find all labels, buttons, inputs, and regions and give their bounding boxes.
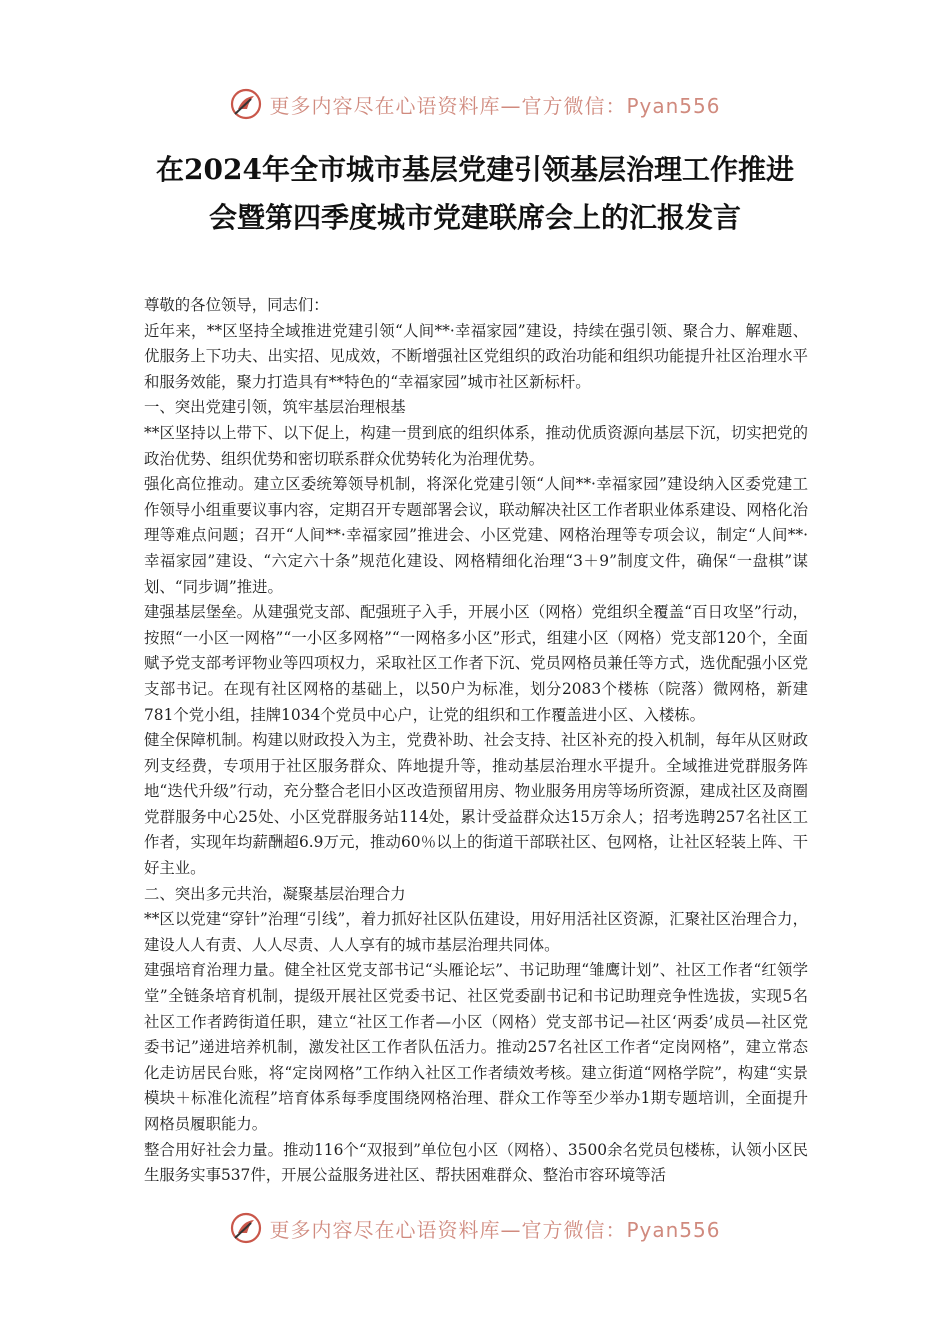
watermark-text: 更多内容尽在心语资料库—官方微信：Pyan556	[269, 93, 721, 118]
salutation: 尊敬的各位领导，同志们：	[144, 296, 329, 314]
document-body	[144, 293, 808, 1189]
watermark-text: 更多内容尽在心语资料库—官方微信：Pyan556	[269, 1217, 721, 1242]
page-title	[60, 146, 890, 242]
paragraph: 整合用好社会力量。推动116个“双报到”单位包小区（网格）、3500余名党员包楼栋，认领小区民生服务实事537件，开展公益服务进社区、帮扶困难群众、整治市容环境等活	[144, 1140, 808, 1185]
logo-icon	[229, 1211, 263, 1245]
title-line-2: 会暨第四季度城市党建联席会上的汇报发言	[208, 201, 741, 234]
paragraph: 建强基层堡垒。从建强党支部、配强班子入手，开展小区（网格）党组织全覆盖“百日攻坚”行动，按照“一小区一网格”“一小区多网格”“一网格多小区”形式，组建小区（网格）党支部120个，全面赋予党支部考评物业等四项权力，采取社区工作者下沉、党员网格员兼任等方式，选优配强小区党支部书记。在现有社区网格的基础上，以50户为标准，划分2083个楼栋（院落）微网格，新建781个党小组，挂牌1034个党员中心户，让党的组织和工作覆盖进小区、入楼栋。	[144, 603, 808, 724]
watermark-banner-bottom	[0, 1208, 950, 1248]
paragraph: 近年来，**区坚持全域推进党建引领“人间**·幸福家园”建设，持续在强引领、聚合力、解难题、优服务上下功夫、出实招、见成效，不断增强社区党组织的政治功能和组织功能提升社区治理水平和服务效能，聚力打造具有**特色的“幸福家园”城市社区新标杆。	[144, 321, 808, 391]
paragraph: 强化高位推动。建立区委统筹领导机制，将深化党建引领“人间**·幸福家园”建设纳入区委党建工作领导小组重要议事内容，定期召开专题部署会议，联动解决社区工作者职业体系建设、网格化治理等难点问题；召开“人间**·幸福家园”推进会、小区党建、网格治理等专项会议，制定“人间**·幸福家园”建设、“六定六十条”规范化建设、网格精细化治理“3＋9”制度文件，确保“一盘棋”谋划、“同步调”推进。	[144, 475, 808, 596]
paragraph: 健全保障机制。构建以财政投入为主，党费补助、社会支持、社区补充的投入机制，每年从区财政列支经费，专项用于社区服务群众、阵地提升等，推动基层治理水平提升。全域推进党群服务阵地“迭代升级”行动，充分整合老旧小区改造预留用房、物业服务用房等场所资源，建成社区及商圈党群服务中心25处、小区党群服务站114处，累计受益群众达15万余人；招考选聘257名社区工作者，实现年均薪酬超6.9万元，推动60％以上的街道干部联社区、包网格，让社区轻装上阵、干好主业。	[144, 731, 808, 878]
watermark-banner-top	[0, 84, 950, 124]
section-heading: 二、突出多元共治，凝聚基层治理合力	[144, 884, 406, 903]
paragraph: **区以党建“穿针”治理“引线”，着力抓好社区队伍建设，用好用活社区资源，汇聚社区治理合力，建设人人有责、人人尽责、人人享有的城市基层治理共同体。	[144, 910, 808, 954]
paragraph: **区坚持以上带下、以下促上，构建一贯到底的组织体系，推动优质资源向基层下沉，切实把党的政治优势、组织优势和密切联系群众优势转化为治理优势。	[144, 423, 808, 468]
section-heading: 一、突出党建引领，筑牢基层治理根基	[144, 398, 406, 417]
logo-icon	[229, 87, 263, 121]
title-line-1: 在2024年全市城市基层党建引领基层治理工作推进	[156, 153, 794, 186]
paragraph: 建强培育治理力量。健全社区党支部书记“头雁论坛”、书记助理“雏鹰计划”、社区工作者“红领学堂”全链条培育机制，提级开展社区党委书记、社区党委副书记和书记助理竞争性选拔，实现5名社区工作者跨街道任职，建立“社区工作者—小区（网格）党支部书记—社区‘两委’成员—社区党委书记”递进培养机制，激发社区工作者队伍活力。推动257名社区工作者“定岗网格”，建立常态化走访居民台账，将“定岗网格”工作纳入社区工作者绩效考核。建立街道“网格学院”，构建“实景模块＋标准化流程”培育体系每季度围绕网格治理、群众工作等至少举办1期专题培训，全面提升网格员履职能力。	[144, 961, 808, 1133]
